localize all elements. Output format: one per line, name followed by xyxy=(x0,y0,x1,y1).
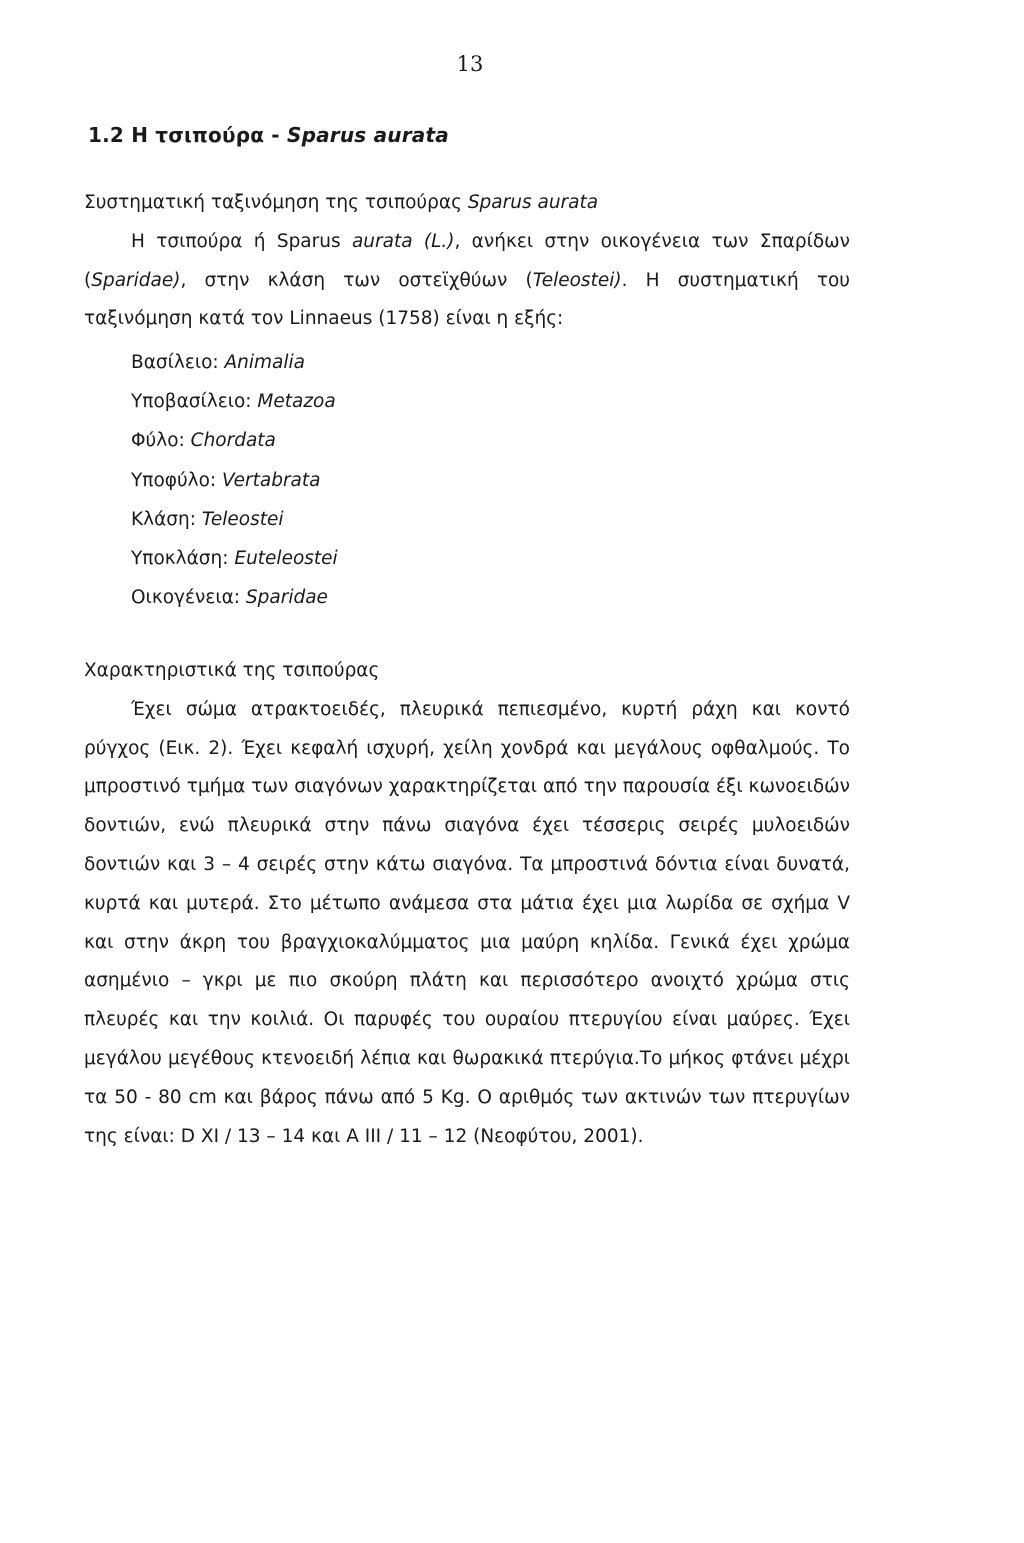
taxonomy-rank: Φύλο: xyxy=(131,430,191,452)
characteristics-paragraph: Έχει σώμα ατρακτοειδές, πλευρικά πεπιεσμένο, κυρτή ράχη και κοντό ρύγχος (Εικ. 2). Έχει κεφαλή ισχυρή, χείλη χονδρά και μεγάλους οφθαλμούς. Το μπροστινό τμήμα των σιαγόνων χαρακτηρίζεται από την παρουσία έξι κωνοειδών δοντιών, ενώ πλευρικά στην πάνω σιαγόνα έχει τέσσερις σειρές μυλοειδών δοντιών και 3 – 4 σειρές στην κάτω σιαγόνα. Τα μπροστινά δόντια είναι δυνατά, κυρτά και μυτερά. Στο μέτωπο ανάμεσα στα μάτια έχει μια λωρίδα σε σχήμα V και στην άκρη του βραγχιοκαλύμματος μια μαύρη κηλίδα. Γενικά έχει χρώμα ασημένιο – γκρι με πιο σκούρη πλάτη και περισσότερο ανοιχτό χρώμα στις πλευρές και την κοιλιά. Οι παρυφές του ουραίου πτερυγίου είναι μαύρες. Έχει μεγάλου μεγέθους κτενοειδή λέπια και θωρακικά πτερύγια.Το μήκος φτάνει μέχρι τα 50 - 80 cm και βάρος πάνω από 5 Kg. Ο αριθμός των ακτινών των πτερυγίων της είναι: D XI / 13 – 14 και A III / 11 – 12 (Νεοφύτου, 2001). xyxy=(84,698,850,1147)
taxonomy-list xyxy=(131,343,338,617)
intro-block xyxy=(84,184,850,339)
taxonomy-item xyxy=(131,343,338,382)
characteristics-block xyxy=(84,652,850,1156)
intro-text-g: . Η συστηματική του ταξινόμηση κατά τον Linnaeus (1758) είναι η εξής: xyxy=(84,269,850,330)
taxonomy-value: Vertabrata xyxy=(222,469,321,491)
taxonomy-item xyxy=(131,461,338,500)
taxonomy-item xyxy=(131,539,338,578)
taxonomy-rank: Οικογένεια: xyxy=(131,587,246,609)
section-title-latin: Sparus aurata xyxy=(286,123,449,147)
intro-text-a: Η τσιπούρα ή Sparus xyxy=(131,230,352,252)
intro-text-c: , ανήκει στην οικογένεια των Σπαρίδων ( xyxy=(84,230,850,291)
section-title-text: 1.2 Η τσιπούρα - xyxy=(88,123,287,147)
characteristics-heading: Χαρακτηριστικά της τσιπούρας xyxy=(84,660,380,681)
taxonomy-item xyxy=(131,578,338,617)
taxonomy-rank: Κλάση: xyxy=(131,508,202,530)
intro-paragraph xyxy=(84,223,850,339)
intro-latin-sparidae: Sparidae) xyxy=(91,269,181,291)
section-title xyxy=(88,123,449,147)
taxonomy-rank: Υποκλάση: xyxy=(131,548,235,570)
taxonomy-value: Chordata xyxy=(190,430,276,452)
taxonomy-heading-latin: Sparus aurata xyxy=(467,192,599,213)
taxonomy-rank: Βασίλειο: xyxy=(131,352,225,373)
taxonomy-item xyxy=(131,421,338,460)
taxonomy-value: Sparidae xyxy=(245,587,328,609)
taxonomy-value: Teleostei xyxy=(201,508,284,530)
page-number: 13 xyxy=(456,52,484,76)
taxonomy-value: Metazoa xyxy=(257,391,336,413)
taxonomy-value: Animalia xyxy=(224,352,306,373)
taxonomy-rank: Υποφύλο: xyxy=(131,469,223,491)
taxonomy-rank: Υποβασίλειο: xyxy=(131,391,258,413)
intro-latin-aurata: aurata (L.) xyxy=(351,230,455,252)
taxonomy-value: Euteleostei xyxy=(234,548,338,570)
taxonomy-item xyxy=(131,500,338,539)
intro-latin-teleostei: Teleostei) xyxy=(532,269,622,291)
taxonomy-item xyxy=(131,382,338,421)
taxonomy-heading xyxy=(84,184,850,223)
intro-text-e: , στην κλάση των οστεϊχθύων ( xyxy=(180,269,533,291)
taxonomy-heading-text: Συστηματική ταξινόμηση της τσιπούρας xyxy=(84,192,468,213)
